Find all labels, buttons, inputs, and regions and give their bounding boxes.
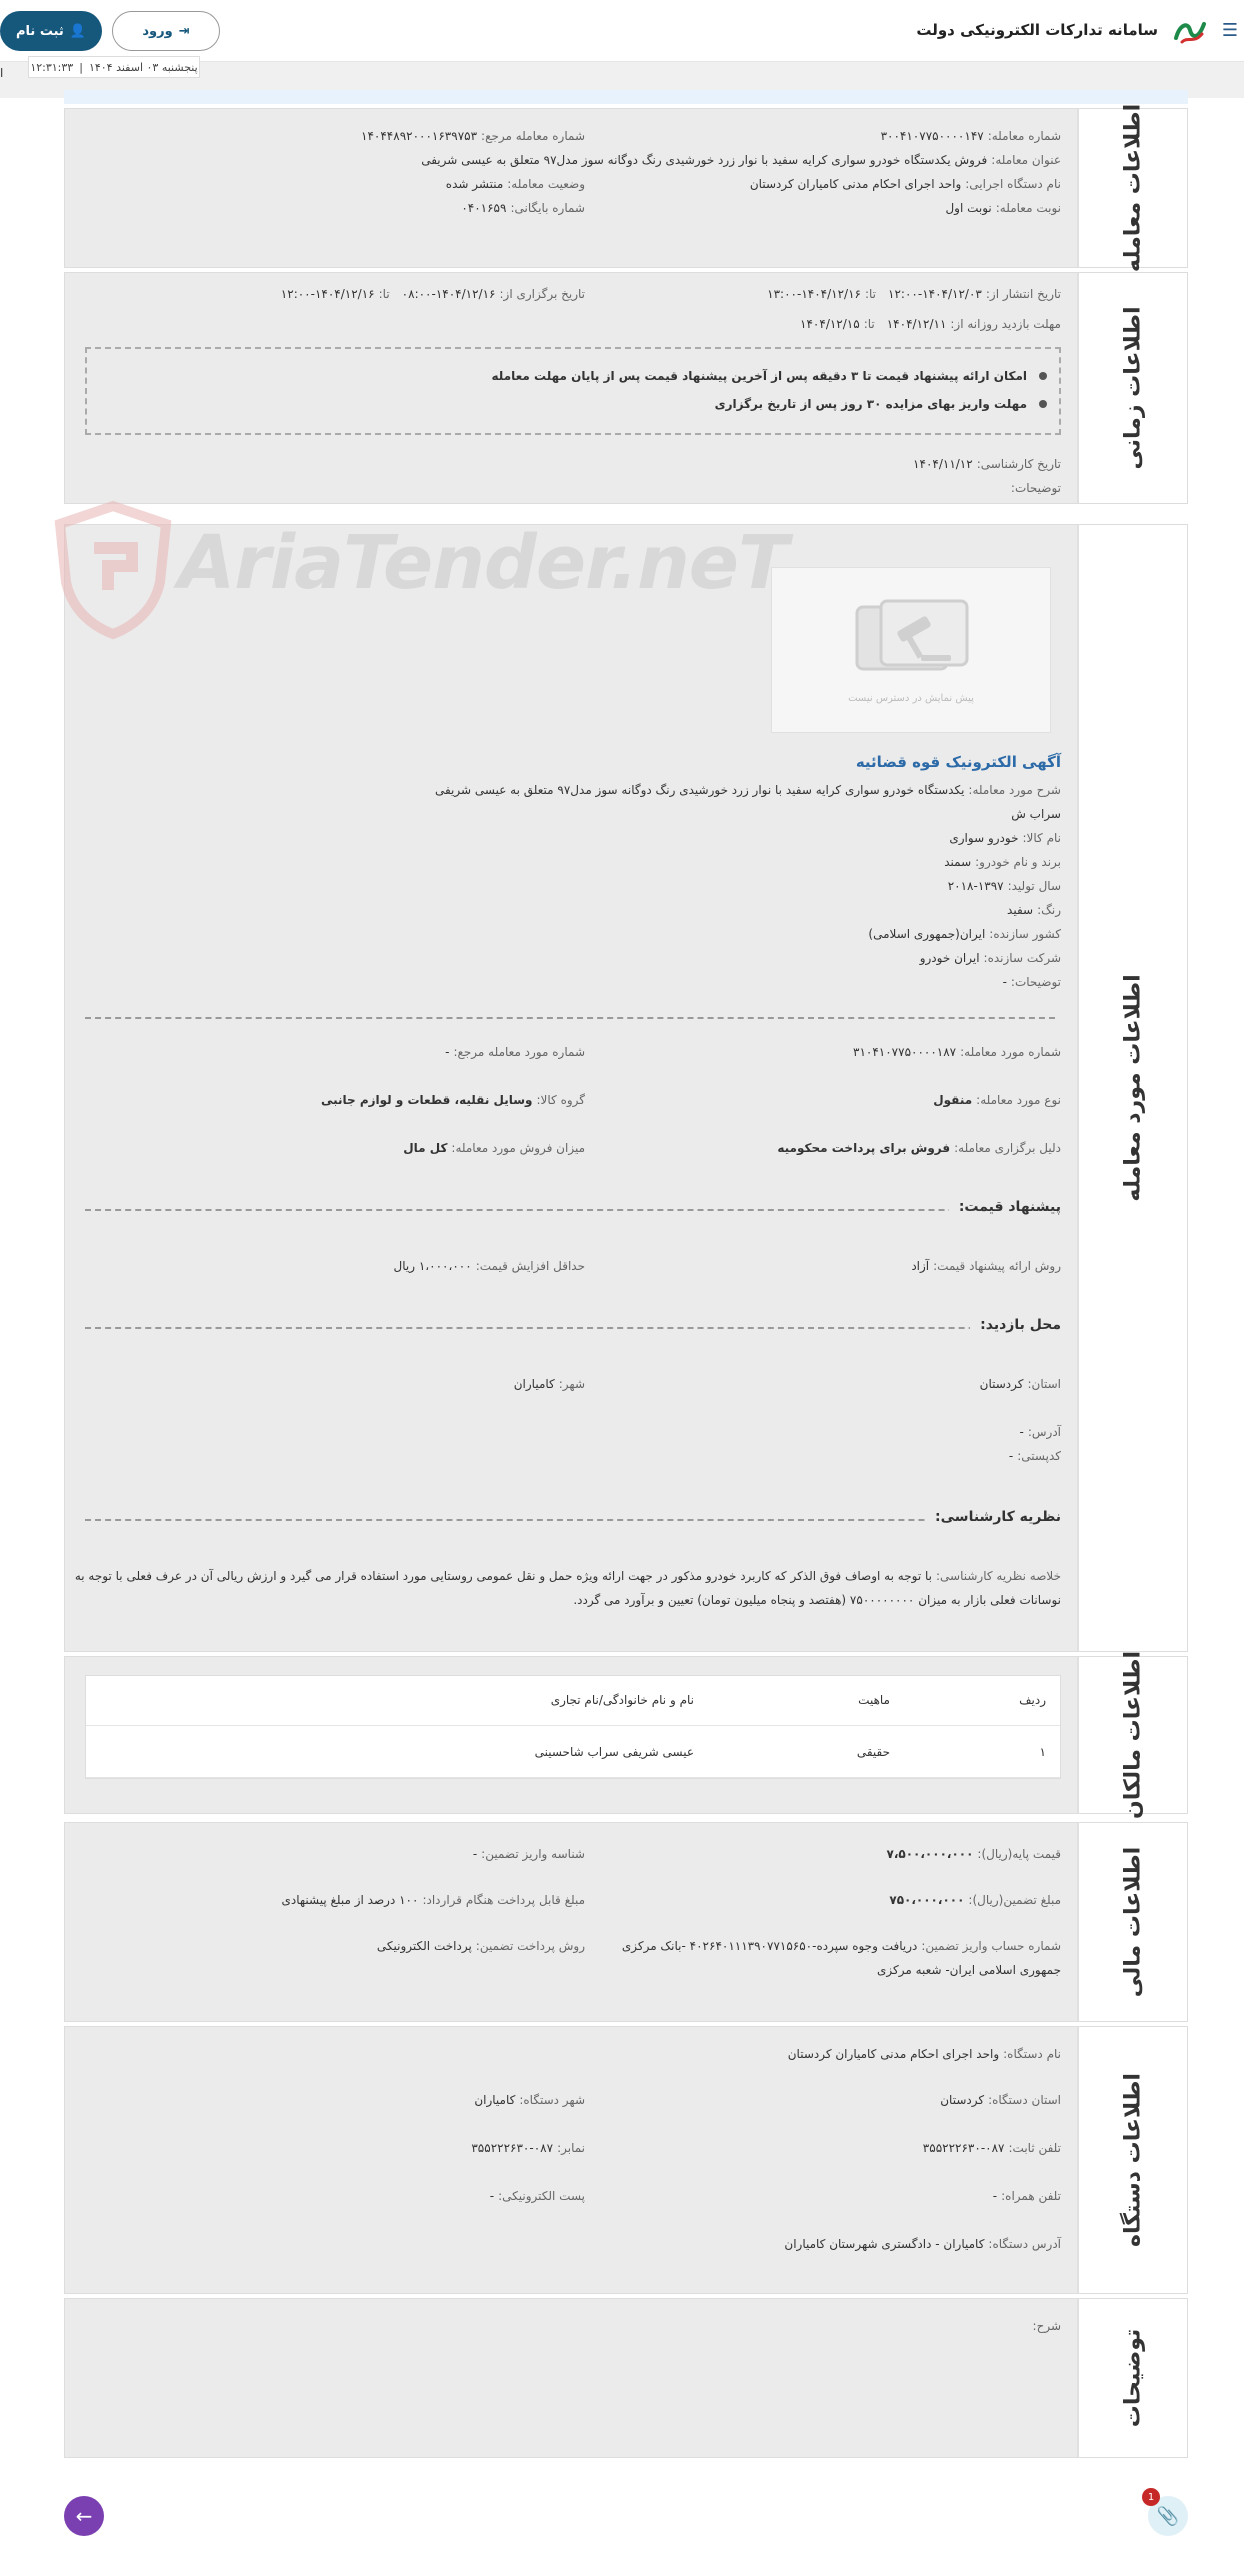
goods-value: خودرو سواری — [949, 831, 1019, 845]
section-label — [1077, 1651, 1187, 1819]
prod-year — [948, 879, 1061, 893]
expert-title: نظریه کارشناسی: — [925, 1509, 1061, 1525]
guarantee-id — [473, 1847, 585, 1861]
section-label — [1077, 2027, 1187, 2293]
section-title: اطلاعات مالی — [1120, 1846, 1146, 1998]
item-desc — [435, 783, 1061, 797]
preview-image[interactable] — [771, 567, 1051, 733]
deal-number-value: ۳۰۰۴۱۰۷۷۵۰۰۰۰۱۴۷ — [880, 129, 984, 143]
expert-date-label: تاریخ کارشناسی: — [976, 457, 1061, 471]
publish-to: ۱۴۰۴/۱۲/۱۶-۱۳:۰۰ — [767, 287, 861, 301]
country-label: کشور سازنده: — [989, 927, 1061, 941]
publish-to-label: تا: — [864, 287, 877, 301]
publish-from: ۱۴۰۴/۱۲/۰۳-۱۲:۰۰ — [888, 287, 982, 301]
visit-to-label: تا: — [863, 317, 875, 331]
deal-ref — [361, 129, 585, 143]
desc-label: شرح: — [1032, 2319, 1061, 2333]
pay-method-label: روش پرداخت تضمین: — [475, 1939, 585, 1953]
publish-date — [767, 287, 1061, 301]
section-label — [1077, 273, 1187, 503]
item-notes-label: توضیحات: — [1010, 975, 1061, 989]
maker — [920, 951, 1061, 965]
table-header-cell: ردیف — [1019, 1693, 1046, 1707]
hold-to-label: تا: — [378, 287, 390, 301]
section-owners — [64, 1651, 1188, 1819]
goods-group — [321, 1093, 585, 1107]
maker-label: شرکت سازنده: — [983, 951, 1061, 965]
country-value: ایران(جمهوری اسلامی) — [868, 927, 986, 941]
visit-postal-label: کدپستی: — [1017, 1449, 1061, 1463]
owners-table — [85, 1675, 1061, 1779]
base-price-label: قیمت پایه(ریال): — [977, 1847, 1061, 1861]
expert-summary-cont — [573, 1593, 1061, 1607]
desc-field — [1033, 2319, 1061, 2333]
deal-status-label: وضعیت معامله: — [507, 177, 585, 191]
visit-address-label: آدرس: — [1027, 1425, 1061, 1439]
preview-caption: پیش نمایش در دسترس نیست — [848, 692, 974, 704]
table-header-cell: ماهیت — [858, 1693, 890, 1707]
info-strip — [64, 90, 1188, 104]
org-email-label: پست الکترونیکی: — [498, 2189, 585, 2203]
goods-name — [949, 831, 1061, 845]
org-fax-label: نمابر: — [557, 2141, 585, 2155]
deal-status — [446, 177, 585, 191]
visit-to: ۱۴۰۴/۱۲/۱۵ — [800, 317, 860, 331]
section-description — [64, 2298, 1188, 2458]
visit-place-title: محل بازدید: — [970, 1317, 1061, 1333]
item-desc-value2: سراب ش — [1011, 807, 1061, 821]
org-mobile-value: - — [992, 2189, 998, 2203]
visit-from: ۱۴۰۴/۱۲/۱۱ — [886, 317, 947, 331]
expert-summary-line2: نوسانات فعلی بازار به میزان ۷۵۰۰۰۰۰۰۰۰ (هفتصد و پنجاه میلیون تومان) تعیین و برآورد می گردد. — [573, 1593, 1061, 1607]
deal-reason — [777, 1141, 1061, 1155]
time-text: ۱۲:۳۱:۳۳ — [30, 60, 74, 74]
ad-title-link[interactable]: آگهی الکترونیک قوه قضائیه — [855, 753, 1061, 771]
login-button[interactable] — [112, 11, 220, 51]
register-button[interactable] — [0, 11, 102, 51]
section-label — [1077, 1823, 1187, 2021]
login-icon: ⇥ — [178, 23, 190, 39]
deal-status-value: منتشر شده — [445, 177, 504, 191]
table-header-cell: نام و نام خانوادگی/نام تجاری — [550, 1693, 694, 1707]
deal-subject-label: عنوان معامله: — [991, 153, 1061, 167]
sale-amount-label: میزان فروش مورد معامله: — [451, 1141, 585, 1155]
visit-city — [514, 1377, 585, 1391]
sale-amount — [403, 1141, 585, 1155]
base-price — [887, 1847, 1062, 1861]
payable-amount-value: ۱۰۰ درصد از مبلغ پیشنهادی — [281, 1893, 419, 1907]
hold-label: تاریخ برگزاری از: — [499, 287, 585, 301]
arrow-left-icon: ← — [75, 2504, 93, 2528]
top-bar — [0, 0, 1244, 62]
deal-reason-value: فروش برای پرداخت محکومیه — [777, 1141, 951, 1155]
org-province — [940, 2093, 1061, 2107]
section-org-info — [64, 2026, 1188, 2294]
org-name — [788, 2047, 1061, 2061]
item-number-value: ۳۱۰۴۱۰۷۷۵۰۰۰۰۱۸۷ — [853, 1045, 957, 1059]
guarantee-id-label: شناسه واریز تضمین: — [481, 1847, 585, 1861]
guarantee-account — [622, 1939, 1061, 1953]
min-increase-value: ۱،۰۰۰،۰۰۰ ریال — [393, 1259, 472, 1273]
visit-city-value: کامیاران — [513, 1377, 555, 1391]
country — [868, 927, 1061, 941]
org-phone-label: تلفن ثابت: — [1008, 2141, 1061, 2155]
date-text: پنجشنبه ۰۳ اسفند ۱۴۰۴ — [88, 60, 198, 74]
org-fax-value: ۰۸۷-۳۵۵۲۲۲۶۳۰ — [471, 2141, 554, 2155]
divider — [85, 1017, 1055, 1019]
divider — [85, 1209, 1055, 1211]
deal-subject-value: فروش یکدستگاه خودرو سواری کرایه سفید با نوار زرد خورشیدی رنگ دوگانه سوز مدل۹۷ متعلق به عیسی شریفی — [421, 153, 988, 167]
guarantee-amount-value: ۷۵۰،۰۰۰،۰۰۰ — [889, 1893, 965, 1907]
org-address-label: آدرس دستگاه: — [988, 2237, 1061, 2251]
guarantee-amount — [889, 1893, 1061, 1907]
guarantee-account-label: شماره حساب واریز تضمین: — [921, 1939, 1061, 1953]
row-index: ۱ — [1039, 1745, 1046, 1759]
watermark-text: AriaTender.neT — [178, 520, 788, 606]
divider — [85, 1327, 1055, 1329]
deal-org-label: نام دستگاه اجرایی: — [965, 177, 1061, 191]
item-type-value: منقول — [933, 1093, 973, 1107]
note-item: مهلت واریز بهای مزایده ۳۰ روز پس از تاریخ برگزاری — [715, 397, 1047, 411]
guarantee-account-value2: جمهوری اسلامی ایران- شعبه مرکزی — [877, 1963, 1061, 1977]
visit-address — [1019, 1425, 1061, 1439]
section-title: اطلاعات مالکان — [1120, 1651, 1146, 1819]
visit-city-label: شهر: — [558, 1377, 585, 1391]
org-city — [474, 2093, 585, 2107]
base-price-value: ۷،۵۰۰،۰۰۰،۰۰۰ — [886, 1847, 974, 1861]
item-desc-label: شرح مورد معامله: — [968, 783, 1061, 797]
offer-method-label: روش ارائه پیشنهاد قیمت: — [933, 1259, 1061, 1273]
car-brand-label: برند و نام خودرو: — [975, 855, 1061, 869]
org-fax — [471, 2141, 585, 2155]
org-city-label: شهر دستگاه: — [519, 2093, 585, 2107]
car-brand-value: سمند — [944, 855, 972, 869]
section-title: اطلاعات مورد معامله — [1120, 974, 1146, 1202]
table-header — [86, 1676, 1060, 1726]
item-type — [933, 1093, 1061, 1107]
hold-date — [281, 287, 585, 301]
org-province-label: استان دستگاه: — [988, 2093, 1061, 2107]
item-ref — [445, 1045, 585, 1059]
section-title: اطلاعات دستگاه — [1120, 2073, 1146, 2247]
expert-summary — [75, 1569, 1061, 1583]
item-desc-cont — [1011, 807, 1061, 821]
shield-logo-icon — [48, 500, 178, 640]
org-name-value: واحد اجرای احکام مدنی کامیاران کردستان — [787, 2047, 1000, 2061]
section-label — [1077, 103, 1187, 273]
deal-round-label: نوبت معامله: — [995, 201, 1061, 215]
publish-label: تاریخ انتشار از: — [985, 287, 1061, 301]
visit-postal-value: - — [1008, 1449, 1014, 1463]
item-type-label: نوع مورد معامله: — [976, 1093, 1061, 1107]
visit-province — [980, 1377, 1061, 1391]
section-item-info — [64, 524, 1188, 1652]
org-mobile — [993, 2189, 1061, 2203]
guarantee-amount-label: مبلغ تضمین(ریال): — [968, 1893, 1061, 1907]
deal-archive-label: شماره بایگانی: — [510, 201, 585, 215]
prod-year-label: سال تولید: — [1007, 879, 1061, 893]
section-deal-info — [64, 103, 1188, 273]
deal-archive — [461, 201, 585, 215]
hold-from: ۱۴۰۴/۱۲/۱۶-۰۸:۰۰ — [401, 287, 496, 301]
guarantee-account-value: دریافت وجوه سپرده-۴۰۲۶۴۰۱۱۱۳۹۰۷۷۱۵۶۵۰ -بانک مرکزی — [621, 1939, 918, 1953]
visit-province-value: کردستان — [979, 1377, 1024, 1391]
org-name-label: نام دستگاه: — [1003, 2047, 1061, 2061]
section-financial — [64, 1822, 1188, 2022]
login-label: ورود — [142, 23, 173, 39]
maker-value: ایران خودرو — [919, 951, 980, 965]
item-number — [853, 1045, 1061, 1059]
item-ref-label: شماره مورد معامله مرجع: — [453, 1045, 585, 1059]
deal-ref-label: شماره معامله مرجع: — [481, 129, 585, 143]
notes-box — [85, 347, 1061, 435]
visit-address-value: - — [1019, 1425, 1024, 1439]
car-brand — [944, 855, 1061, 869]
item-notes — [1003, 975, 1061, 989]
register-label: ثبت نام — [16, 23, 64, 39]
back-button[interactable] — [64, 2496, 104, 2536]
row-name: عیسی شریفی سراب شاحسینی — [534, 1745, 694, 1759]
deal-round-value: نوبت اول — [945, 201, 992, 215]
visit-province-label: استان: — [1027, 1377, 1061, 1391]
pay-method — [377, 1939, 585, 1953]
deal-org-value: واحد اجرای احکام مدنی کامیاران کردستان — [749, 177, 962, 191]
section-title: اطلاعات معامله — [1120, 103, 1146, 273]
item-desc-value: یکدستگاه خودرو سواری کرایه سفید با نوار زرد خورشیدی رنگ دوگانه سوز مدل۹۷ متعلق به عیسی شریفی — [434, 783, 965, 797]
visit-postal — [1009, 1449, 1061, 1463]
visit-date — [800, 317, 1061, 331]
price-offer-title: پیشنهاد قیمت: — [949, 1199, 1061, 1215]
hold-to: ۱۴۰۴/۱۲/۱۶-۱۲:۰۰ — [280, 287, 375, 301]
watermark — [48, 500, 788, 640]
note-item: امکان ارائه پیشنهاد قیمت تا ۳ دقیقه پس از آخرین پیشنهاد قیمت پس از پایان مهلت معامله — [492, 369, 1047, 383]
item-ref-value: - — [445, 1045, 450, 1059]
language-switch[interactable]: ا — [0, 66, 4, 80]
setad-logo[interactable] — [1170, 14, 1210, 48]
org-phone — [923, 2141, 1061, 2155]
expert-summary-line1: با توجه به اوصاف فوق الذکر که کاربرد خودرو مذکور در جهت ارائه ویژه حمل و نقل عمومی روستایی مورد استفاده قرار می گیرد و ارزش ریالی آن در عرف فعلی با توجه به — [74, 1569, 932, 1583]
deal-number-label: شماره معامله: — [987, 129, 1061, 143]
visit-label: مهلت بازدید روزانه از: — [950, 317, 1061, 331]
car-color — [1007, 903, 1061, 917]
goods-group-label: گروه کالا: — [536, 1093, 585, 1107]
goods-label: نام کالا: — [1022, 831, 1061, 845]
offer-method-value: آزاد — [911, 1259, 930, 1273]
gavel-icon — [851, 597, 971, 681]
prod-year-value: ۱۳۹۷-۲۰۱۸ — [947, 879, 1004, 893]
section-title: توضیحات — [1120, 2328, 1146, 2428]
org-city-value: کامیاران — [474, 2093, 516, 2107]
item-number-label: شماره مورد معامله: — [960, 1045, 1061, 1059]
expert-date-value: ۱۴۰۴/۱۱/۱۲ — [913, 457, 973, 471]
item-notes-value: - — [1002, 975, 1007, 989]
min-increase-label: حداقل افزایش قیمت: — [475, 1259, 585, 1273]
payable-amount-label: مبلغ قابل پرداخت هنگام قرارداد: — [422, 1893, 585, 1907]
expert-summary-label: خلاصه نظریه کارشناسی: — [935, 1569, 1061, 1583]
pay-method-value: پرداخت الکترونیکی — [376, 1939, 472, 1953]
org-phone-value: ۰۸۷-۳۵۵۲۲۲۶۳۰ — [922, 2141, 1005, 2155]
table-row[interactable] — [86, 1728, 1060, 1778]
date-box — [28, 56, 200, 78]
section-time-info — [64, 272, 1188, 504]
org-province-value: کردستان — [940, 2093, 985, 2107]
org-address-value: کامیاران - دادگستری شهرستان کامیاران — [784, 2237, 985, 2251]
deal-reason-label: دلیل برگزاری معامله: — [954, 1141, 1061, 1155]
offer-method — [911, 1259, 1061, 1273]
car-color-value: سفید — [1007, 903, 1034, 917]
divider — [85, 1519, 1055, 1521]
car-color-label: رنگ: — [1037, 903, 1061, 917]
expert-date — [913, 457, 1061, 471]
org-address — [784, 2237, 1061, 2251]
deal-ref-value: ۱۴۰۴۴۸۹۲۰۰۰۱۶۳۹۷۵۳ — [361, 129, 478, 143]
menu-icon[interactable]: ☰ — [1221, 20, 1238, 41]
payable-amount — [281, 1893, 585, 1907]
date-separator: | — [79, 60, 83, 74]
deal-number — [881, 129, 1061, 143]
user-plus-icon: 👤 — [69, 23, 86, 39]
brand-title: سامانه تدارکات الکترونیکی دولت — [916, 21, 1158, 39]
paperclip-icon: 📎 — [1156, 2505, 1180, 2527]
min-increase — [394, 1259, 586, 1273]
deal-org — [750, 177, 1061, 191]
org-mobile-label: تلفن همراه: — [1001, 2189, 1061, 2203]
time-desc-label: توضیحات: — [1010, 481, 1061, 495]
deal-subject — [421, 153, 1061, 167]
guarantee-id-value: - — [472, 1847, 478, 1861]
time-desc — [1011, 481, 1061, 495]
attachments-badge: 1 — [1142, 2488, 1160, 2506]
org-email-value: - — [489, 2189, 495, 2203]
section-label — [1077, 525, 1187, 1651]
sale-amount-value: کل مال — [403, 1141, 448, 1155]
section-title: اطلاعات زمانی — [1120, 306, 1146, 470]
deal-archive-value: ۰۴۰۱۶۵۹ — [461, 201, 507, 215]
org-email — [490, 2189, 585, 2203]
guarantee-account-cont — [877, 1963, 1061, 1977]
goods-group-value: وسایل نقلیه، قطعات و لوازم جانبی — [320, 1093, 533, 1107]
section-label — [1077, 2299, 1187, 2457]
deal-round — [945, 201, 1061, 215]
row-type: حقیقی — [856, 1745, 890, 1759]
